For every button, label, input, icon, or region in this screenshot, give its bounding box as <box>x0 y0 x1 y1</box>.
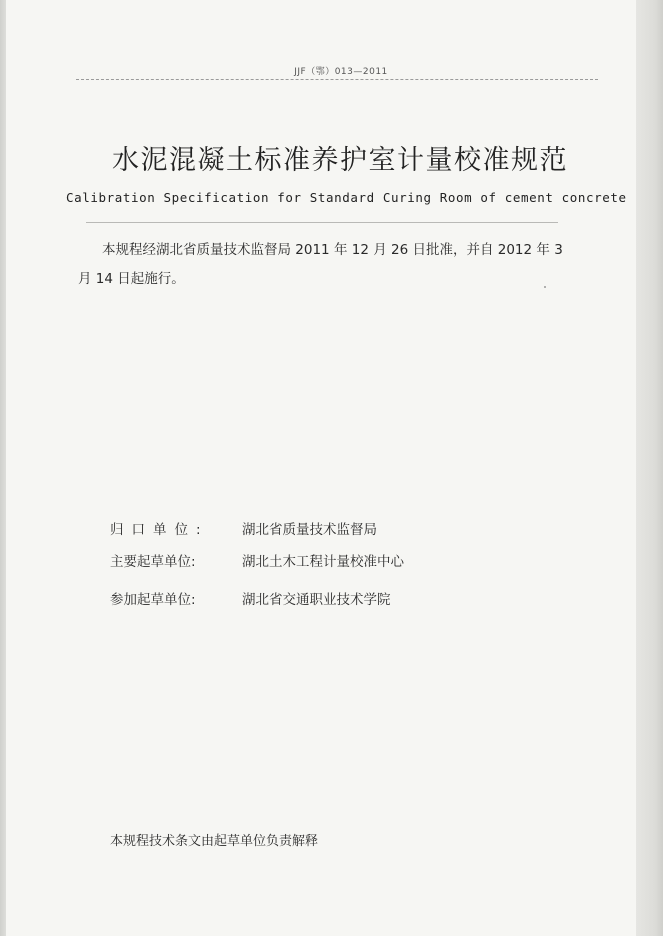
interpretation-note: 本规程技术条文由起草单位负责解释 <box>110 834 319 849</box>
unit-label: 主要起草单位: <box>110 554 196 570</box>
unit-label: 参加起草单位: <box>110 592 196 608</box>
drafting-units <box>110 514 530 616</box>
unit-value: 湖北省质量技术监督局 <box>242 522 377 538</box>
unit-label: 归口单位: <box>110 522 209 538</box>
unit-row-main-drafter <box>110 546 530 578</box>
header-divider <box>76 79 598 80</box>
document-code: JJF（鄂）013—2011 <box>294 67 388 77</box>
document-page <box>6 0 636 936</box>
approval-line-1: 本规程经湖北省质量技术监督局 2011 年 12 月 26 日批准，并自 2012 年 3 <box>102 242 563 258</box>
document-title-chinese: 水泥混凝土标准养护室计量校准规范 <box>112 145 568 176</box>
unit-value: 湖北土木工程计量校准中心 <box>242 554 404 570</box>
title-divider <box>86 222 558 223</box>
document-title-english: Calibration Specification for Standard Curing Room of cement concrete <box>66 190 627 205</box>
scan-speck <box>544 286 546 288</box>
approval-line-2: 月 14 日起施行。 <box>78 271 185 287</box>
approval-statement <box>78 236 612 294</box>
unit-row-responsible <box>110 514 530 546</box>
unit-value: 湖北省交通职业技术学院 <box>242 592 391 608</box>
unit-row-participating-drafter <box>110 584 530 616</box>
